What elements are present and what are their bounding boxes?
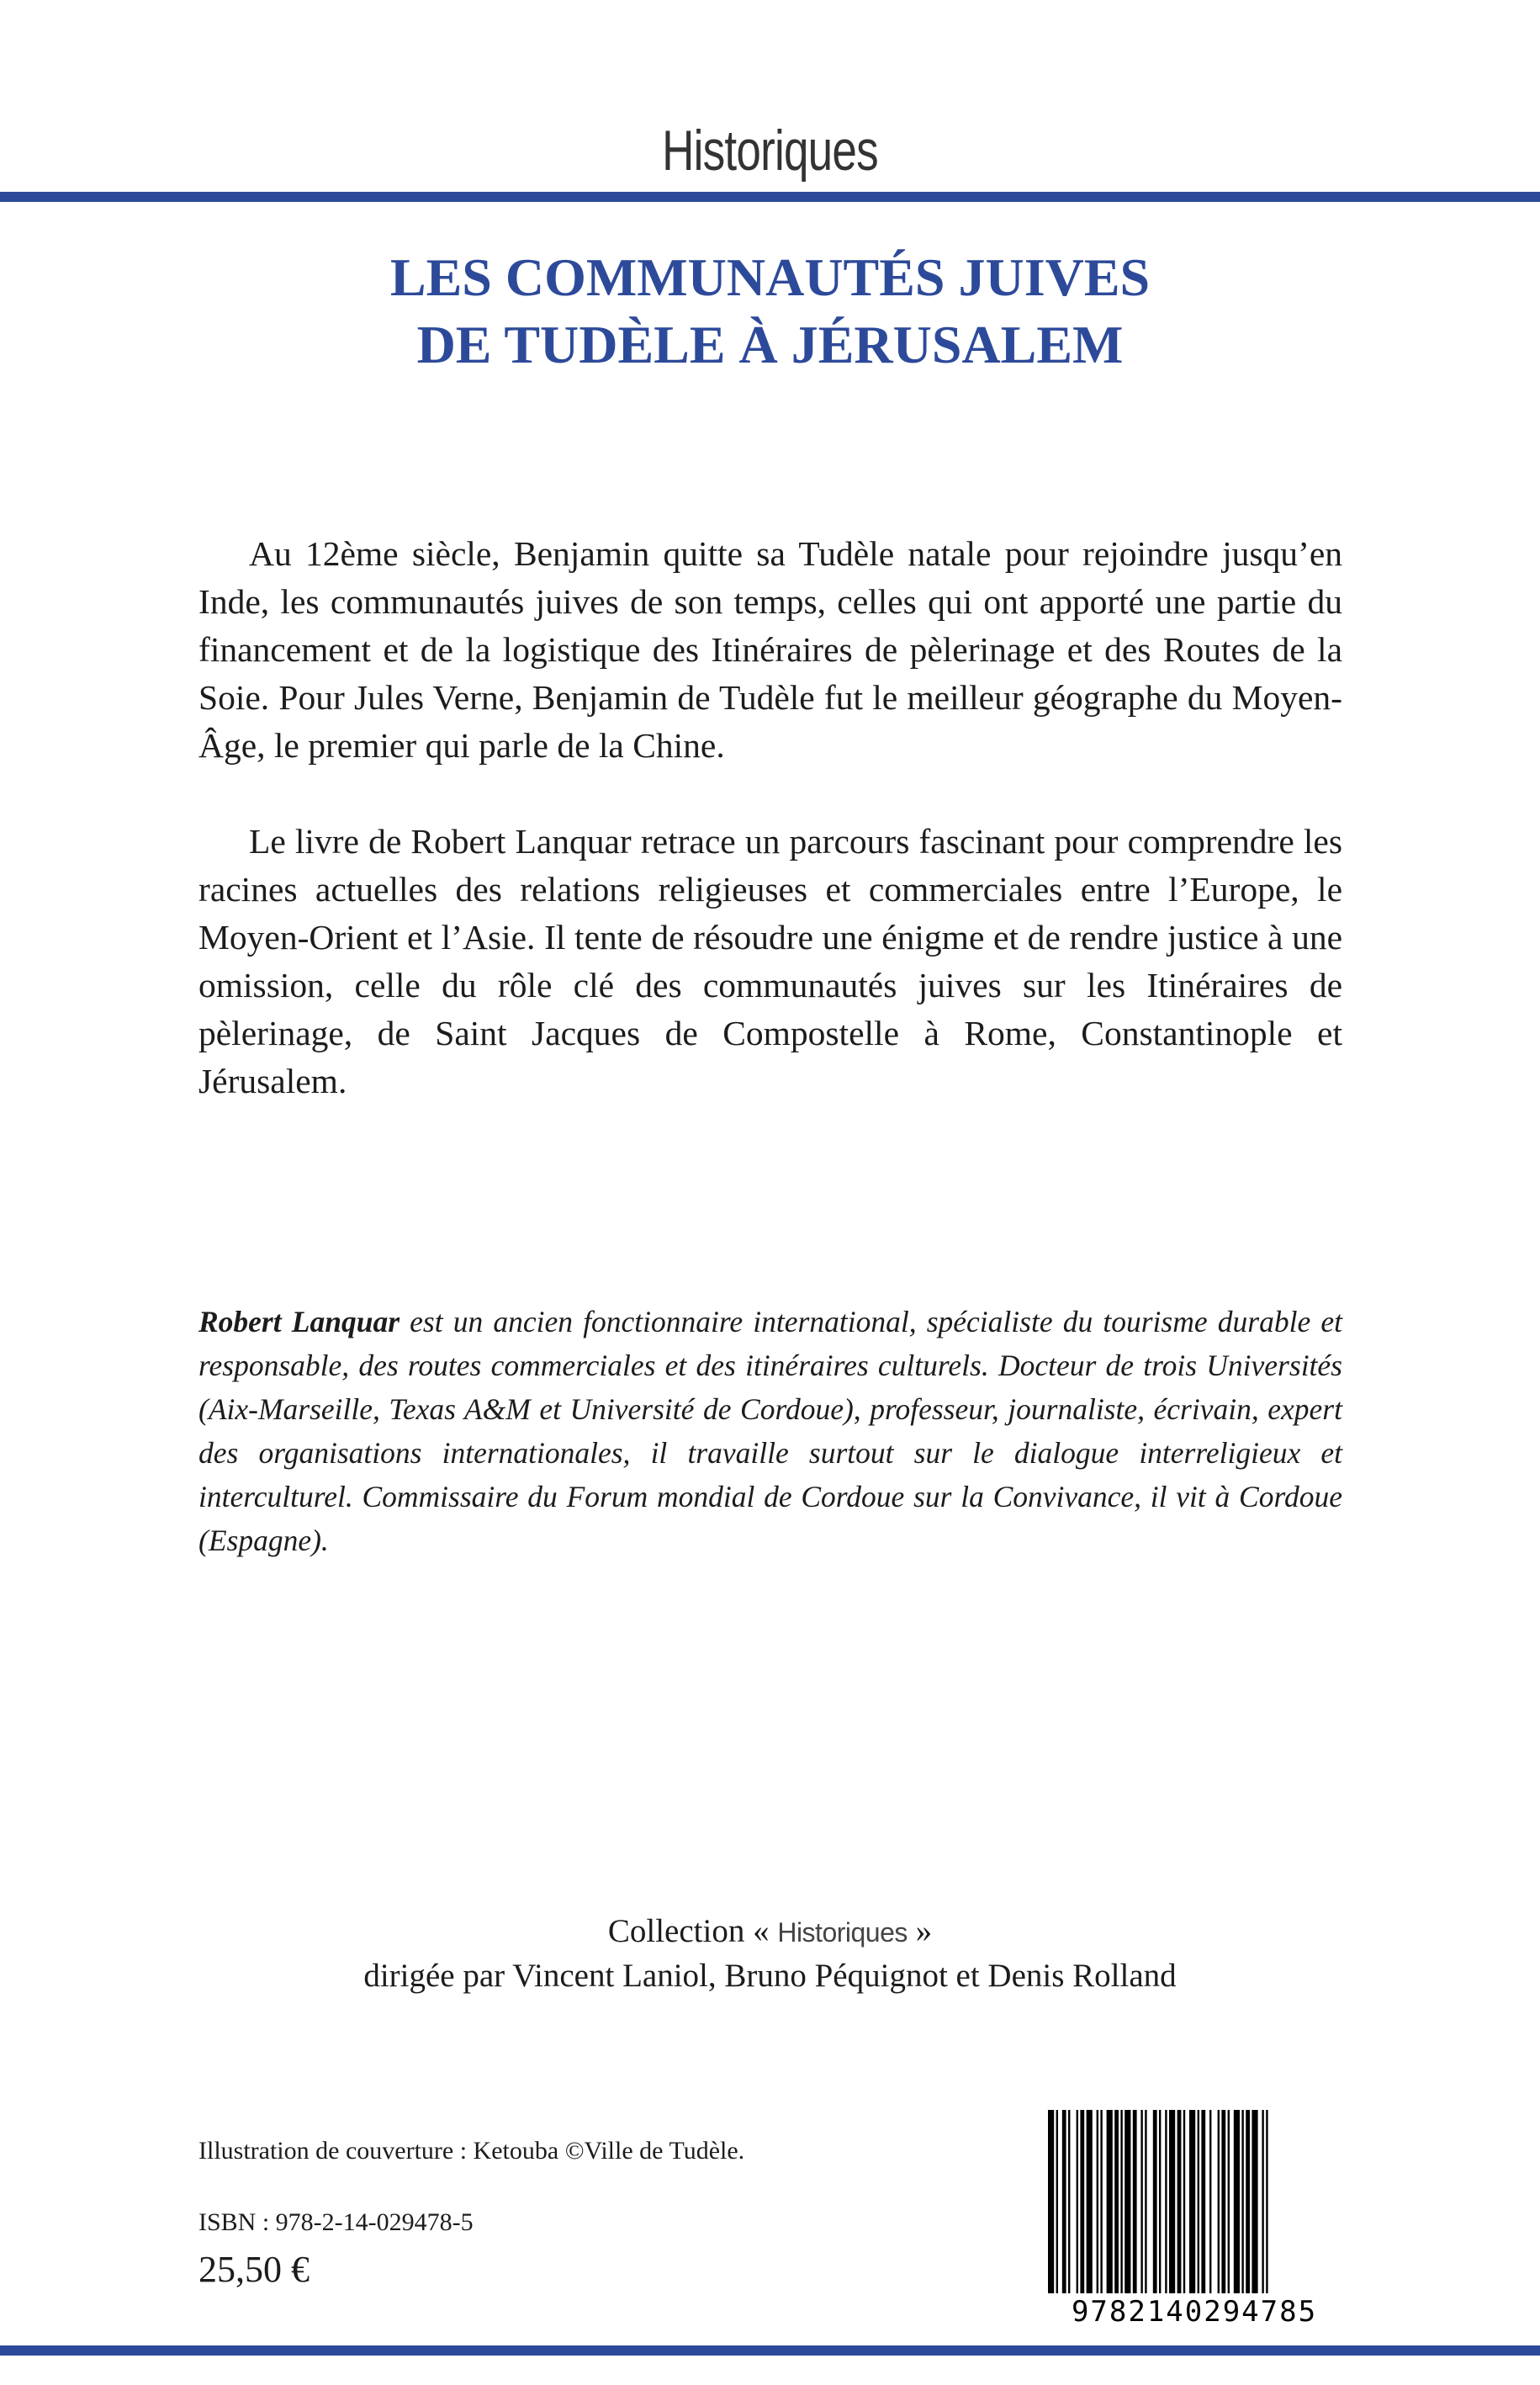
isbn: ISBN : 978-2-14-029478-5 [198,2208,474,2236]
top-rule [0,192,1540,202]
barcode [1043,2110,1346,2332]
barcode-bar [1262,2110,1263,2295]
book-title [0,244,1540,379]
author-bio-text: est un ancien fonctionnaire international, spécialiste du tourisme durable et responsable, des routes commerciales et des itinéraires culturels. Docteur de trois Universités (Aix-Marseille, Texas A&M et Université de Cordoue), professeur, journaliste, écrivain, expert des organisations internationales, il travaille surtout sur le dialogue interreligieux et interculturel. Commissaire du Forum mondial de Cordoue sur la Convivance, il vit à Cordoue (Espagne). [198,1305,1342,1557]
synopsis [198,530,1342,1153]
book-title-line-1: LES COMMUNAUTÉS JUIVES [389,247,1151,307]
barcode-bar [1183,2110,1185,2295]
barcode-bar [1169,2110,1175,2295]
synopsis-paragraph-2: Le livre de Robert Lanquar retrace un parcours fascinant pour comprendre les racines actuelles des relations religieuses et commerciales entre l’Europe, le Moyen-Orient et l’Asie. Il tente de résoudre une énigme et de rendre justice à une omission, celle du rôle clé des communautés juives sur les Itinéraires de pèlerinage, de Saint Jacques de Compostelle à Rome, Constantinople et Jérusalem. [198,822,1342,1100]
barcode-bar [1266,2110,1267,2295]
barcode-bar [1153,2110,1157,2295]
cover-credit: Illustration de couverture : Ketouba ©Ville de Tudèle. [198,2137,745,2165]
barcode-bar [1159,2110,1161,2295]
barcode-bars [1043,2110,1346,2295]
barcode-bar [1048,2110,1054,2295]
synopsis-paragraph-1: Au 12ème siècle, Benjamin quitte sa Tudèle natale pour rejoindre jusqu’en Inde, les communautés juives de son temps, celles qui ont apporté une partie du financement et de la logistique des Itinéraires de pèlerinage et des Routes de la Soie. Pour Jules Verne, Benjamin de Tudèle fut le meilleur géographe du Moyen-Âge, le premier qui parle de la Chine. [198,534,1342,765]
barcode-bar [1189,2110,1195,2295]
barcode-bar [1201,2110,1205,2295]
barcode-bar [1252,2110,1257,2295]
barcode-bar [1080,2110,1084,2295]
collection-line [0,1910,1540,1954]
collection-prefix: Collection « [607,1913,770,1949]
barcode-bar [1165,2110,1167,2295]
barcode-bar [1209,2110,1211,2295]
barcode-bar [1140,2110,1142,2295]
barcode-bar [1087,2110,1093,2295]
barcode-bar [1228,2110,1230,2295]
barcode-bar [1077,2110,1078,2295]
barcode-bar [1125,2110,1130,2295]
barcode-bar [1145,2110,1146,2295]
barcode-bar [1062,2110,1066,2295]
barcode-bar [1177,2110,1182,2295]
collection-info [0,1910,1540,1998]
barcode-bar [1114,2110,1119,2295]
price: 25,50 € [198,2249,310,2290]
author-name: Robert Lanquar [198,1305,400,1338]
barcode-bar [1241,2110,1243,2295]
barcode-bar [1068,2110,1070,2295]
barcode-bar [1133,2110,1137,2295]
barcode-bar [1198,2110,1199,2295]
author-bio [198,1300,1342,1562]
barcode-bar [1100,2110,1102,2295]
book-title-line-2: DE TUDÈLE À JÉRUSALEM [416,315,1124,374]
series-header: Historiques [662,119,878,183]
barcode-bar [1107,2110,1113,2295]
barcode-digits: 9782140294785 [1043,2293,1346,2330]
collection-series-name: Historiques [777,1917,908,1948]
collection-suffix: » [915,1913,933,1949]
barcode-bar [1246,2110,1250,2295]
barcode-bar [1120,2110,1122,2295]
barcode-bar [1218,2110,1220,2295]
bottom-rule [0,2345,1540,2356]
barcode-bar [1234,2110,1240,2295]
collection-directors: dirigée par Vincent Laniol, Bruno Péquignot et Denis Rolland [363,1958,1177,1994]
barcode-bar [1097,2110,1098,2295]
barcode-bar [1056,2110,1058,2295]
barcode-bar [1221,2110,1225,2295]
